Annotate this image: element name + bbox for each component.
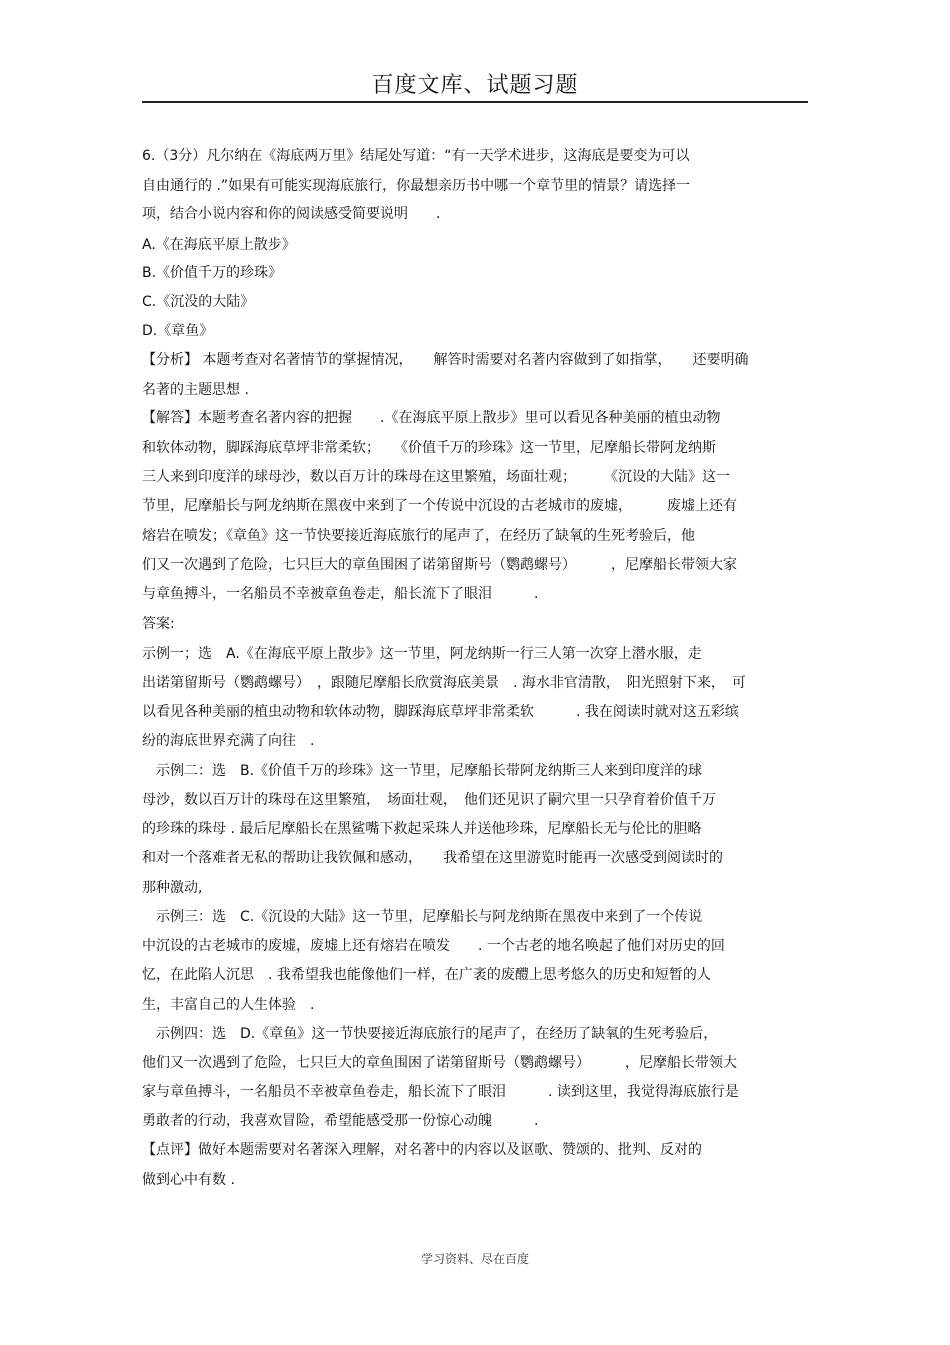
example-line: 以看见各种美丽的植虫动物和软体动物，脚踩海底草坪非常柔软 . 我在阅读时就对这五彩缤 bbox=[142, 704, 739, 720]
example-line: 中沉设的古老城市的废墟，废墟上还有熔岩在喷发 . 一个古老的地名唤起了他们对历史的回 bbox=[142, 938, 725, 954]
solution-line: 和软体动物，脚踩海底草坪非常柔软； 《价值千万的珍珠》这一节里，尼摩船长带阿龙纳斯 bbox=[142, 440, 716, 456]
comment-line: 【点评】做好本题需要对名著深入理解，对名著中的内容以及讴歌、赞颂的、批判、反对的 bbox=[142, 1142, 702, 1158]
option-d: D.《章鱼》 bbox=[142, 323, 214, 339]
option-a: A.《在海底平原上散步》 bbox=[142, 237, 296, 253]
example-line: 示例四：选 D.《章鱼》这一节快要接近海底旅行的尾声了，在经历了缺氧的生死考验后， bbox=[142, 1026, 718, 1042]
example-line: 纷的海底世界充满了向往 . bbox=[142, 733, 315, 749]
example-line: 示例一；选 A.《在海底平原上散步》这一节里，阿龙纳斯一行三人第一次穿上潜水服，走 bbox=[142, 646, 702, 662]
example-line: 示例二：选 B.《价值千万的珍珠》这一节里，尼摩船长带阿龙纳斯三人来到印度洋的球 bbox=[142, 763, 703, 779]
page-title: 百度文库、试题习题 bbox=[371, 73, 579, 98]
example-line: 忆，在此陷人沉思 . 我希望我也能像他们一样，在广袤的废醴上思考悠久的历史和短暂的人 bbox=[142, 967, 711, 983]
option-b: B.《价值千万的珍珠》 bbox=[142, 265, 283, 281]
example-line: 生，丰富自己的人生体验 . bbox=[142, 997, 315, 1013]
example-line: 的珍珠的珠母 . 最后尼摩船长在黑鲨嘴下救起采珠人并送他珍珠，尼摩船长无与伦比的胆略 bbox=[142, 821, 702, 837]
solution-line: 三人来到印度洋的球母沙，数以百万计的珠母在这里繁殖，场面壮观； 《沉设的大陆》这一 bbox=[142, 469, 730, 485]
option-c: C.《沉没的大陆》 bbox=[142, 294, 255, 310]
example-line: 那种激动, bbox=[142, 880, 203, 896]
question-stem-line: 自由通行的 .”如果有可能实现海底旅行，你最想亲历书中哪一个章节里的情景？请选择一 bbox=[142, 178, 691, 194]
solution-line: 熔岩在喷发；《章鱼》这一节快要接近海底旅行的尾声了，在经历了缺氧的生死考验后，他 bbox=[142, 528, 695, 544]
solution-line: 与章鱼搏斗，一名船员不幸被章鱼卷走，船长流下了眼泪 . bbox=[142, 586, 539, 602]
example-line: 出诺第留斯号（鹦鹉螺号） ，跟随尼摩船长欣赏海底美景 . 海水非官清散， 阳光照射下来， 可 bbox=[142, 675, 746, 691]
question-stem-line: 项，结合小说内容和你的阅读感受简要说明 . bbox=[142, 206, 441, 222]
example-line: 他们又一次遇到了危险，七只巨大的章鱼围困了诺第留斯号（鹦鹉螺号） ，尼摩船长带领大 bbox=[142, 1055, 737, 1071]
example-line: 勇敢者的行动，我喜欢冒险，希望能感受那一份惊心动魄 . bbox=[142, 1113, 539, 1129]
example-line: 和对一个落难者无私的帮助让我钦佩和感动， 我希望在这里游览时能再一次感受到阅读时的 bbox=[142, 850, 723, 866]
example-line: 母沙，数以百万计的珠母在这里繁殖， 场面壮观， 他们还见识了嗣穴里一只孕育着价值千万 bbox=[142, 792, 716, 808]
page-footer: 学习资料、尽在百度 bbox=[420, 1252, 529, 1266]
question-stem-line: 6.（3分）凡尔纳在《海底两万里》结尾处写道：“有一天学术进步，这海底是要变为可以 bbox=[142, 148, 690, 164]
analysis-line: 名著的主题思想 . bbox=[142, 382, 249, 398]
example-line: 示例三：选 C.《沉设的大陆》这一节里，尼摩船长与阿龙纳斯在黑夜中来到了一个传说 bbox=[142, 909, 703, 925]
solution-line: 【解答】本题考查名著内容的把握 .《在海底平原上散步》里可以看见各种美丽的植虫动物 bbox=[142, 410, 721, 426]
solution-line: 节里，尼摩船长与阿龙纳斯在黑夜中来到了一个传说中沉设的古老城市的废墟， 废墟上还有 bbox=[142, 498, 737, 514]
solution-line: 们又一次遇到了危险，七只巨大的章鱼围困了诺第留斯号（鹦鹉螺号） ，尼摩船长带领大家 bbox=[142, 557, 737, 573]
answer-label: 答案: bbox=[142, 616, 175, 632]
analysis-line: 【分析】 本题考查对名著情节的掌握情况， 解答时需要对名著内容做到了如指掌， 还要明确 bbox=[142, 352, 749, 368]
comment-line: 做到心中有数 . bbox=[142, 1172, 235, 1188]
example-line: 家与章鱼搏斗，一名船员不幸被章鱼卷走，船长流下了眼泪 . 读到这里，我觉得海底旅行是 bbox=[142, 1084, 739, 1100]
